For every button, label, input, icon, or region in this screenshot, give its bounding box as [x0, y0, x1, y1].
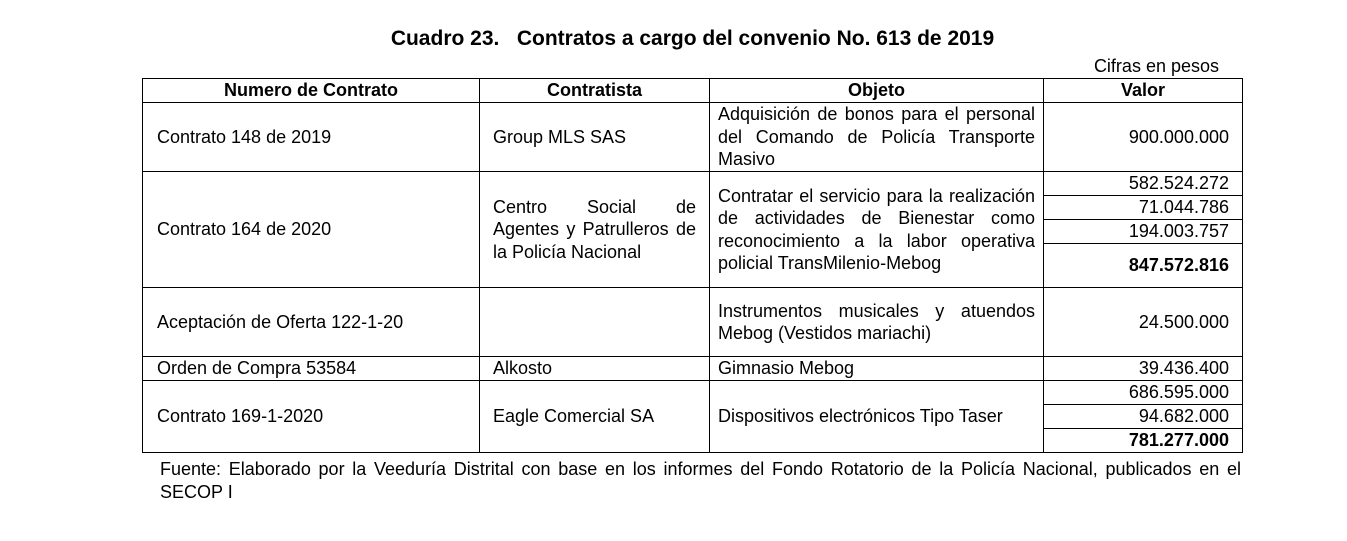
cell-contrato: Contrato 148 de 2019	[143, 103, 480, 172]
cell-contratista: Centro Social de Agentes y Patrulleros de la Policía Nacional	[480, 172, 710, 288]
table-row	[143, 380, 1243, 452]
source-note: Fuente: Elaborado por la Veeduría Distrital con base en los informes del Fondo Rotatorio de la Policía Nacional, publicados en el SECOP I	[160, 459, 1241, 502]
table-row	[143, 172, 1243, 288]
cell-valor: 24.500.000	[1044, 288, 1243, 357]
cell-valor-group	[1044, 380, 1243, 452]
cell-contrato: Contrato 169-1-2020	[143, 380, 480, 452]
cell-valor: 194.003.757	[1044, 220, 1242, 244]
cell-contrato: Orden de Compra 53584	[143, 357, 480, 381]
cell-contratista: Eagle Comercial SA	[480, 380, 710, 452]
cell-valor-total: 781.277.000	[1128, 429, 1229, 450]
cell-valor: 71.044.786	[1044, 196, 1242, 220]
cell-valor: 582.524.272	[1044, 172, 1242, 196]
cell-valor: 900.000.000	[1044, 103, 1243, 172]
cell-valor: 39.436.400	[1044, 357, 1243, 381]
cell-valor-group	[1044, 172, 1243, 288]
cell-objeto: Gimnasio Mebog	[710, 357, 1044, 381]
table-row	[143, 103, 1243, 172]
cell-contrato: Aceptación de Oferta 122-1-20	[143, 288, 480, 357]
cell-valor: 686.595.000	[1044, 381, 1242, 405]
header-valor: Valor	[1044, 79, 1243, 103]
cell-objeto: Contratar el servicio para la realización de actividades de Bienestar como reconocimiento a la labor operativa policial TransMilenio-Mebog	[710, 172, 1044, 288]
header-row	[143, 79, 1243, 103]
units-note: Cifras en pesos	[1093, 56, 1219, 76]
header-objeto: Objeto	[710, 79, 1044, 103]
cell-valor-total: 847.572.816	[1128, 255, 1229, 275]
table-title: Cuadro 23. Contratos a cargo del convenio No. 613 de 2019	[390, 27, 995, 50]
table-row	[143, 288, 1243, 357]
table-row	[143, 357, 1243, 381]
cell-objeto: Adquisición de bonos para el personal del Comando de Policía Transporte Masivo	[710, 103, 1044, 172]
cell-valor: 94.682.000	[1044, 404, 1242, 428]
header-contratista: Contratista	[480, 79, 710, 103]
cell-contratista: Group MLS SAS	[480, 103, 710, 172]
cell-contratista	[480, 288, 710, 357]
cell-contrato: Contrato 164 de 2020	[143, 172, 480, 288]
cell-objeto: Instrumentos musicales y atuendos Mebog (Vestidos mariachi)	[710, 288, 1044, 357]
cell-contratista: Alkosto	[480, 357, 710, 381]
cell-objeto: Dispositivos electrónicos Tipo Taser	[710, 380, 1044, 452]
contracts-table	[142, 78, 1243, 453]
header-numero: Numero de Contrato	[143, 79, 480, 103]
